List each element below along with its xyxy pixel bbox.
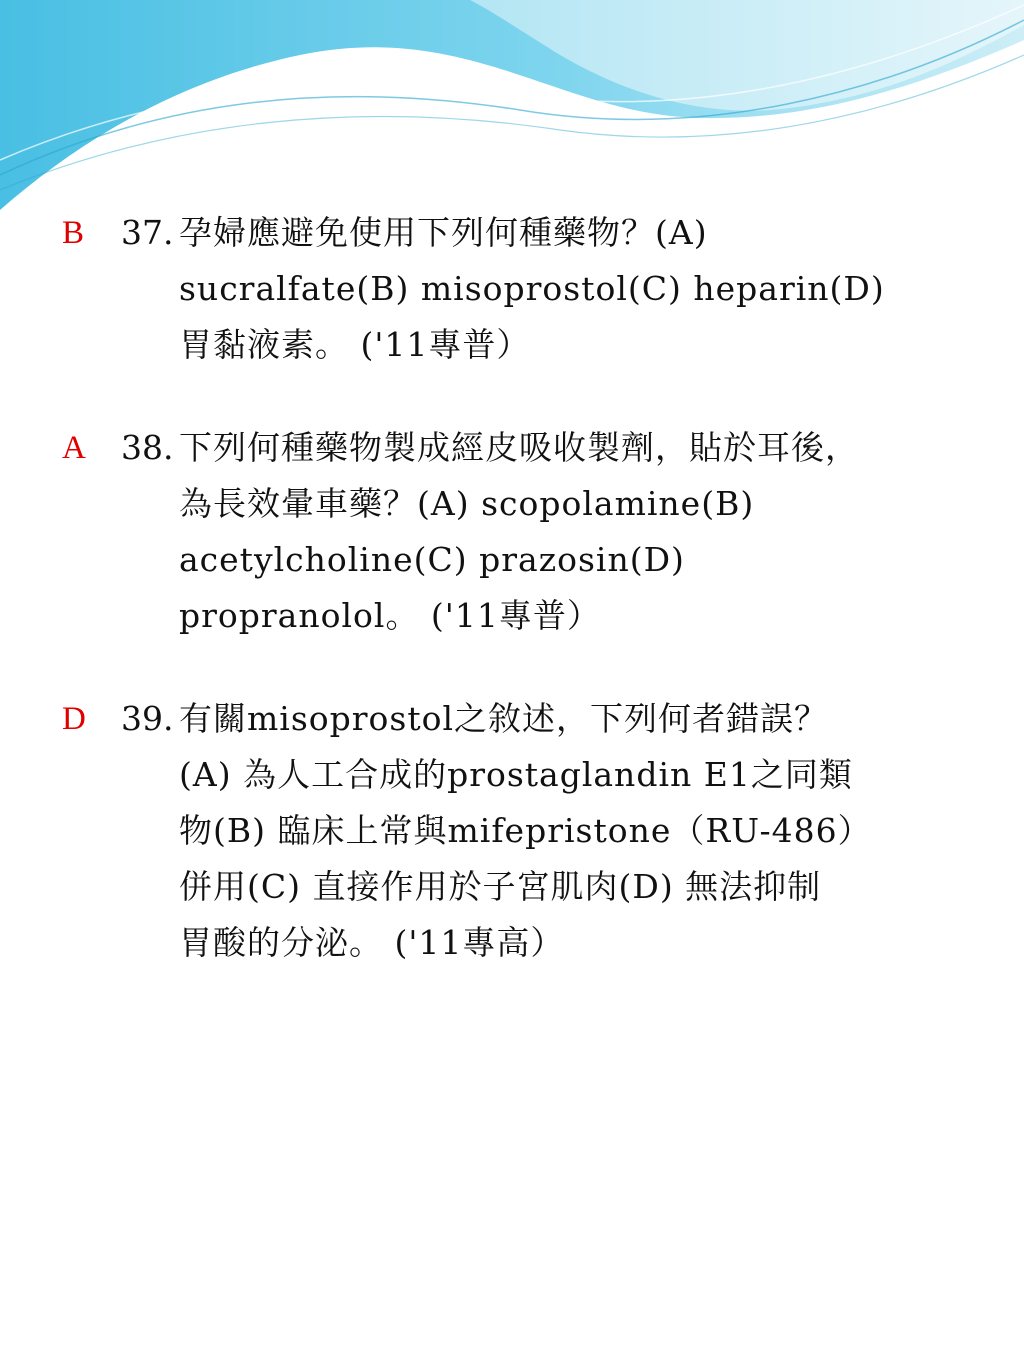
question-number: 37. bbox=[121, 213, 174, 252]
question-line: 物(B) 臨床上常與mifepristone（RU-486） bbox=[179, 811, 872, 850]
question-line: 為長效暈車藥？(A) scopolamine(B) bbox=[179, 484, 755, 523]
question-list bbox=[0, 205, 1024, 1018]
question-line: 胃酸的分泌。 ('11專高） bbox=[179, 923, 565, 962]
question-text bbox=[179, 691, 949, 971]
question-line: 有關misoprostol之敘述，下列何者錯誤？ bbox=[179, 699, 829, 738]
answer-key: B bbox=[62, 215, 85, 251]
question-line: 併用(C) 直接作用於子宮肌肉(D) 無法抑制 bbox=[179, 867, 822, 906]
question-line: 胃黏液素。 ('11專普） bbox=[179, 325, 531, 364]
question-line: 下列何種藥物製成經皮吸收製劑，貼於耳後， bbox=[179, 428, 859, 467]
question-line: (A) 為人工合成的prostaglandin E1之同類 bbox=[179, 755, 853, 794]
question-line: 孕婦應避免使用下列何種藥物？(A) bbox=[179, 213, 708, 252]
question-text bbox=[179, 420, 949, 644]
answer-key: D bbox=[62, 701, 86, 737]
answer-key: A bbox=[62, 430, 86, 466]
question-line: propranolol。 ('11專普） bbox=[179, 596, 601, 635]
question-37 bbox=[0, 205, 1024, 373]
question-text bbox=[179, 205, 949, 373]
question-number: 39. bbox=[121, 699, 174, 738]
header-wave-decoration bbox=[0, 0, 1024, 230]
question-39 bbox=[0, 691, 1024, 971]
question-38 bbox=[0, 420, 1024, 644]
question-line: acetylcholine(C) prazosin(D) bbox=[179, 540, 685, 579]
question-line: sucralfate(B) misoprostol(C) heparin(D) bbox=[179, 269, 885, 308]
question-number: 38. bbox=[121, 428, 174, 467]
